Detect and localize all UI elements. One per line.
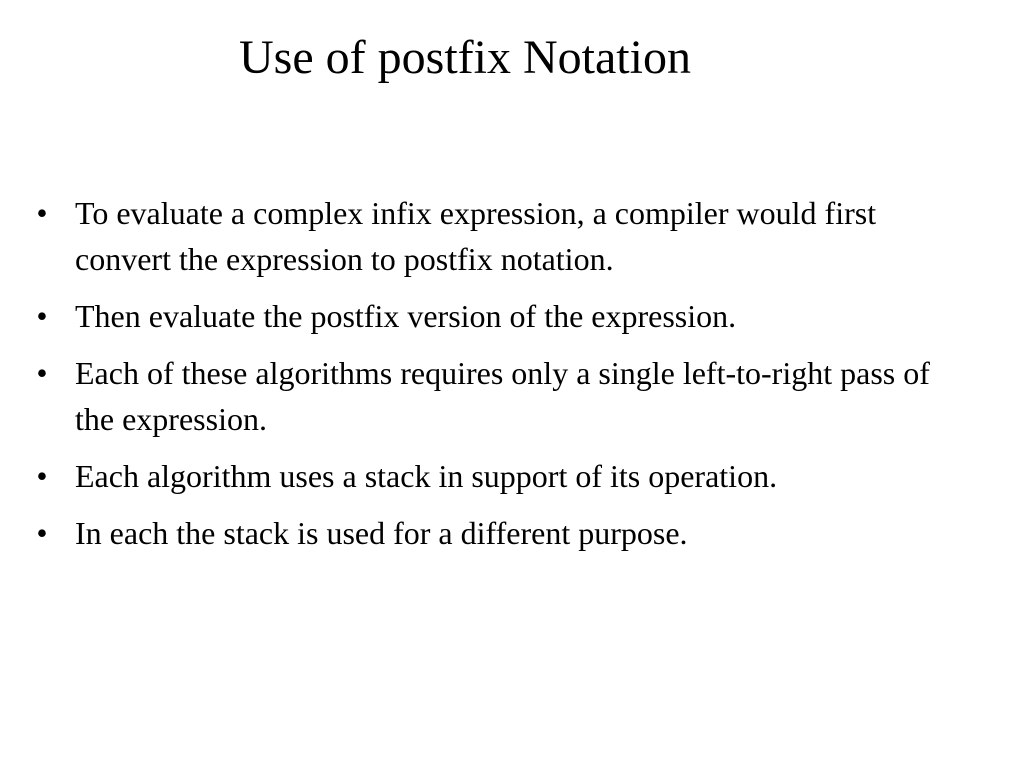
bullet-text: To evaluate a complex infix expression, a compiler would first convert the expression to postfix notation. [75,195,877,277]
bullet-item [32,453,962,499]
bullet-item [32,350,962,442]
bullet-marker: • [36,515,48,551]
bullet-item [32,510,962,556]
slide-title: Use of postfix Notation [239,31,691,84]
bullet-marker: • [36,195,48,231]
bullet-marker: • [36,355,48,391]
bullet-text: Each of these algorithms requires only a single left-to-right pass of the expression. [75,355,930,437]
bullet-item [32,190,962,282]
bullet-text: Then evaluate the postfix version of the expression. [75,298,737,334]
bullet-marker: • [36,298,48,334]
bullet-item [32,293,962,339]
bullet-list [32,190,962,567]
bullet-marker: • [36,458,48,494]
bullet-text: In each the stack is used for a different purpose. [75,515,688,551]
bullet-text: Each algorithm uses a stack in support of its operation. [75,458,778,494]
